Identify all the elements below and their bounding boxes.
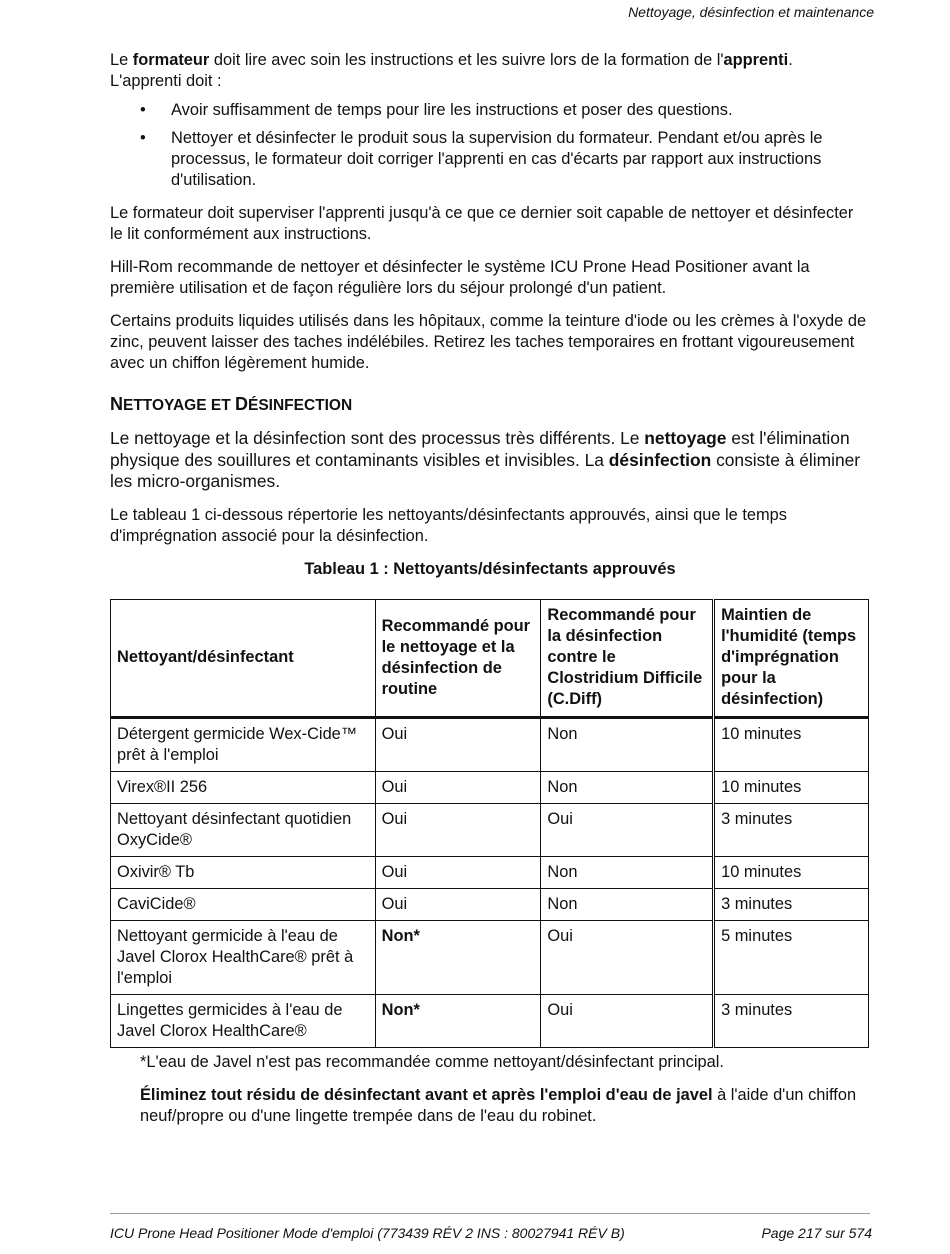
product-cell: Virex®II 256	[111, 771, 376, 803]
product-cell: Lingettes germicides à l'eau de Javel Clorox HealthCare®	[111, 994, 376, 1047]
product-cell: Détergent germicide Wex-Cide™ prêt à l'emploi	[111, 717, 376, 771]
table-row	[111, 920, 869, 994]
bullet-list	[110, 100, 870, 191]
page-body	[110, 50, 870, 1127]
time-cell: 10 minutes	[714, 856, 869, 888]
routine-cell: Oui	[375, 888, 541, 920]
cdiff-cell: Oui	[541, 920, 714, 994]
cdiff-cell: Oui	[541, 994, 714, 1047]
list-item-text: Nettoyer et désinfecter le produit sous la supervision du formateur. Pendant et/ou après le processus, le formateur doit corriger l'apprenti en cas d'écarts par rapport aux instructions d'utilisation.	[171, 129, 823, 189]
cdiff-cell: Non	[541, 771, 714, 803]
section-paragraph-2: Le tableau 1 ci-dessous répertorie les nettoyants/désinfectants approuvés, ainsi que le temps d'imprégnation associé pour la désinfection.	[110, 505, 787, 545]
time-cell: 5 minutes	[714, 920, 869, 994]
term-formateur: formateur	[132, 51, 210, 69]
section-paragraph-1: Le nettoyage et la désinfection sont des processus très différents. Le nettoyage est l'élimination physique des souillures et contaminants visibles et invisibles. La désinfection consiste à éliminer les micro-organismes.	[110, 428, 861, 491]
list-item-text: Avoir suffisamment de temps pour lire les instructions et poser des questions.	[171, 101, 733, 119]
intro-paragraph-3: Hill-Rom recommande de nettoyer et désinfecter le système ICU Prone Head Positioner avant la première utilisation et de façon régulière lors du séjour prolongé d'un patient.	[110, 258, 810, 297]
bullet-icon: •	[140, 101, 146, 119]
section-heading: NETTOYAGE ET DÉSINFECTION	[110, 394, 353, 414]
table-caption: Tableau 1 : Nettoyants/désinfectants approuvés	[304, 559, 676, 578]
text: doit lire avec soin les instructions et les suivre lors de la formation de l'	[209, 51, 724, 69]
table-row	[111, 771, 869, 803]
term-desinfection: désinfection	[608, 449, 712, 470]
routine-cell: Oui	[375, 856, 541, 888]
product-cell: Oxivir® Tb	[111, 856, 376, 888]
column-header: Maintien de l'humidité (temps d'imprégnation pour la désinfection)	[714, 599, 869, 717]
term-apprenti: apprenti	[723, 51, 789, 69]
product-cell: CaviCide®	[111, 888, 376, 920]
routine-cell: Non*	[375, 994, 541, 1047]
intro-paragraph-4: Certains produits liquides utilisés dans les hôpitaux, comme la teinture d'iode ou les crèmes à l'oxyde de zinc, peuvent laisser des taches indélébiles. Retirez les taches temporaires en frottant vigoureusement avec un chiffon légèrement humide.	[110, 312, 867, 372]
table-row	[111, 717, 869, 771]
running-header: Nettoyage, désinfection et maintenance	[628, 4, 874, 20]
routine-cell: Oui	[375, 717, 541, 771]
table-row	[111, 994, 869, 1047]
intro-paragraph-1	[110, 50, 870, 71]
product-cell: Nettoyant désinfectant quotidien OxyCide®	[111, 803, 376, 856]
routine-cell: Oui	[375, 803, 541, 856]
time-cell: 3 minutes	[714, 994, 869, 1047]
bleach-warning-lead: Éliminez tout résidu de désinfectant avant et après l'emploi d'eau de javel	[140, 1085, 713, 1104]
table-row	[111, 803, 869, 856]
column-header: Recommandé pour la désinfection contre le Clostridium Difficile (C.Diff)	[541, 599, 714, 717]
cdiff-cell: Oui	[541, 803, 714, 856]
time-cell: 10 minutes	[714, 771, 869, 803]
text: .	[788, 51, 793, 69]
cdiff-cell: Non	[541, 717, 714, 771]
table-header-row	[111, 599, 869, 717]
footer-divider	[110, 1213, 870, 1214]
time-cell: 10 minutes	[714, 717, 869, 771]
text: Le	[110, 51, 133, 69]
column-header: Recommandé pour le nettoyage et la désinfection de routine	[375, 599, 541, 717]
product-cell: Nettoyant germicide à l'eau de Javel Clorox HealthCare® prêt à l'emploi	[111, 920, 376, 994]
bleach-warning-rest: à l'aide d'un chiffon neuf/propre ou d'une lingette trempée dans de l'eau du robinet.	[140, 1085, 857, 1125]
table-row	[111, 856, 869, 888]
bullet-icon: •	[140, 129, 146, 147]
list-item	[110, 100, 870, 121]
intro-paragraph-1-line2: L'apprenti doit :	[110, 72, 222, 90]
time-cell: 3 minutes	[714, 803, 869, 856]
table-row	[111, 888, 869, 920]
term-nettoyage: nettoyage	[644, 428, 727, 448]
disinfectant-table	[110, 599, 869, 1048]
column-header: Nettoyant/désinfectant	[111, 599, 376, 717]
intro-paragraph-2: Le formateur doit superviser l'apprenti jusqu'à ce que ce dernier soit capable de nettoyer et désinfecter le lit conformément aux instructions.	[110, 204, 854, 243]
footer-document-reference: ICU Prone Head Positioner Mode d'emploi (773439 RÉV 2 INS : 80027941 RÉV B)	[110, 1225, 625, 1241]
routine-cell: Oui	[375, 771, 541, 803]
cdiff-cell: Non	[541, 856, 714, 888]
table-footnote: *L'eau de Javel n'est pas recommandée comme nettoyant/désinfectant principal.	[140, 1052, 724, 1071]
cdiff-cell: Non	[541, 888, 714, 920]
routine-cell: Non*	[375, 920, 541, 994]
footer-page-number: Page 217 sur 574	[761, 1225, 872, 1241]
bleach-warning	[140, 1085, 870, 1127]
list-item	[110, 128, 870, 191]
time-cell: 3 minutes	[714, 888, 869, 920]
